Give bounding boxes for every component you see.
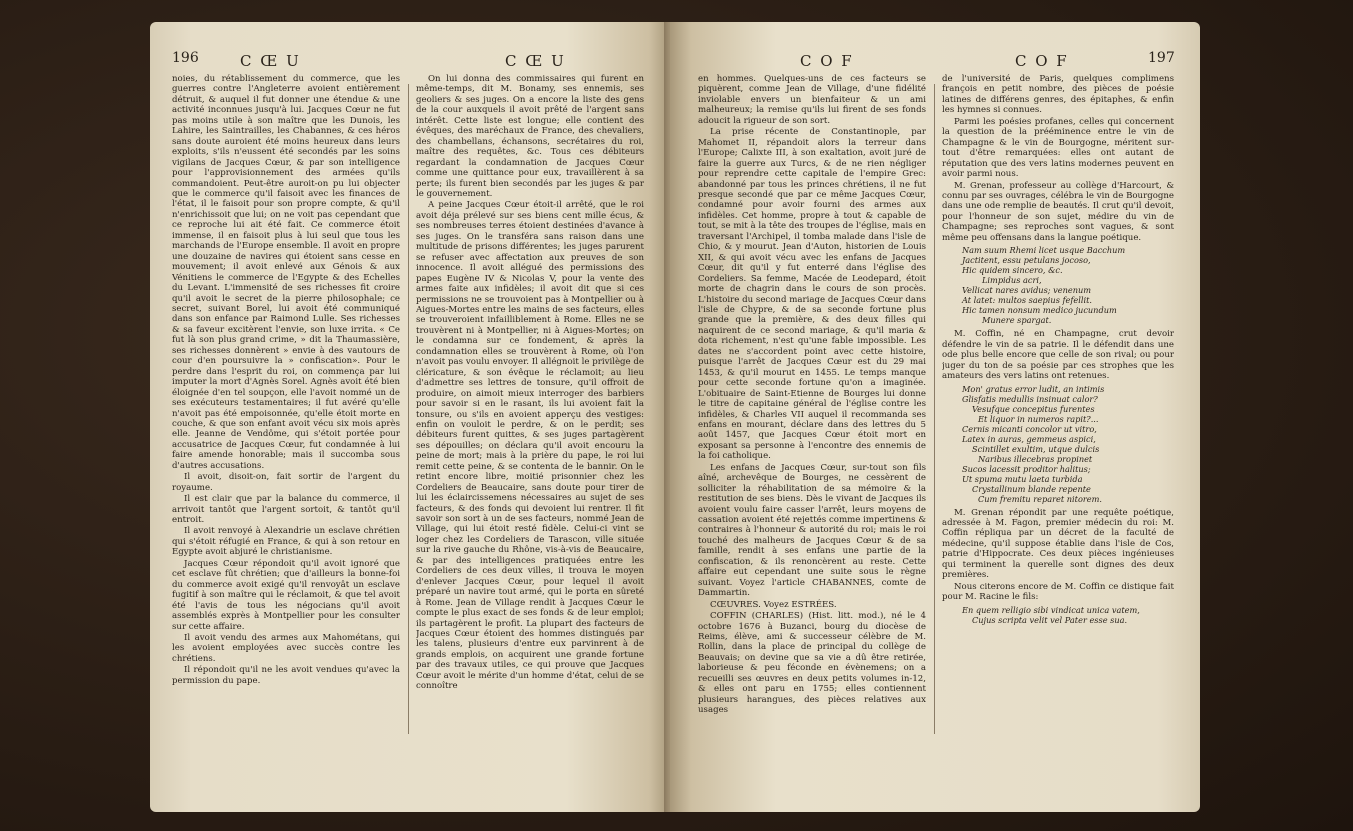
- text-column-2: [942, 74, 1174, 774]
- verse-line: Vesufque concepitus furentes: [972, 403, 1095, 414]
- left-page: [150, 22, 670, 812]
- verse-line: Limpidus acri,: [982, 275, 1042, 286]
- verse-line: Ut spuma mutu laeta turbida: [962, 473, 1083, 484]
- column-rule: [934, 84, 935, 734]
- verse-line: Vellicat nares avidus; venenum: [962, 285, 1092, 296]
- paragraph: Jacques Cœur répondoit qu'il avoit ignoré que cet esclave fût chrétien; que d'ailleurs la bonne-foi du commerce avoit exigé qu'il renvoyât un esclave fugitif à son maître qui le réclamoit, & que tel avoit été l'avis de tous les négocians qu'il avoit assemblés exprès à Montpellier pour les consulter sur cette affaire.: [172, 558, 400, 632]
- running-head: C Œ U: [505, 52, 566, 70]
- verse-line: At latet: multos saepius fefellit.: [962, 295, 1092, 306]
- verse-line: Sucos lacessit proditor halitus;: [962, 463, 1091, 474]
- verse-line: Cujus scripta velit vel Pater esse sua.: [972, 614, 1128, 625]
- paragraph: Les enfans de Jacques Cœur, sur-tout son fils aîné, archevêque de Bourges, ne cessèrent de solliciter la réhabilitation de sa mémoire & la restitution de ses biens. Dès le vivant de Jacques ils avoient voulu faire casser l'arrêt, leurs moyens de cassation avoient été rejettés comme impertinens & contraires à l'honneur & autorité du roi; mais le roi touché des malheurs de Jacques Cœur & de sa famille, rendit à ses enfans une partie de la confiscation, & ils renoncèrent au reste. Cette affaire eut cependant une suite sous le règne suivant. Voyez l'article CHABANNES, comte de Dammartin.: [698, 462, 926, 599]
- paragraph: M. Grenan répondit par une requête poétique, adressée à M. Fagon, premier médecin du roi: M. Coffin répliqua par un décret de la faculté de médecine, qu'il suppose établie dans l'isle de Cos, patrie d'Hippocrate. Ces deux pièces ingénieuses qui terminent la querelle sont dignes des deux premières.: [942, 507, 1174, 581]
- verse-line: Cernis micanti concolor ut vitro,: [962, 423, 1097, 434]
- verse-line: Jactitent, essu petulans jocoso,: [962, 255, 1091, 266]
- paragraph: en hommes. Quelques-uns de ces facteurs se piquèrent, comme Jean de Village, d'une fidélité inviolable envers un bienfaiteur & un ami malheureux; la remise qu'ils lui firent de ses fonds adoucit la rigueur de son sort.: [698, 74, 926, 126]
- text-column-2: [416, 74, 644, 774]
- verse-line: Mon' gratus error ludit, an intimis: [962, 383, 1105, 394]
- verse-line: Hic quidem sincero, &c.: [962, 265, 1063, 276]
- verse-line: Et liquor in numeros rapit?...: [978, 413, 1099, 424]
- page-number: 197: [1148, 50, 1175, 66]
- entry-heading: CŒUVRES. Voyez ESTRÉES.: [710, 599, 837, 610]
- page-number: 196: [172, 50, 199, 66]
- running-head: C O F: [800, 52, 854, 70]
- paragraph: Il avoit renvoyé à Alexandrie un esclave chrétien qui s'étoit réfugié en France, & qui à son retour en Egypte avoit abjuré le christianisme.: [172, 526, 400, 558]
- right-page: [670, 22, 1200, 812]
- verse-line: Nam suum Rhemi licet usque Bacchum: [962, 245, 1126, 256]
- latin-verse: [942, 384, 1174, 504]
- verse-line: Hic tamen nonsum medico jucundum: [962, 305, 1117, 316]
- latin-verse: [942, 245, 1174, 325]
- paragraph: de l'université de Paris, quelques complimens françois en petit nombre, des pièces de poésie latines de différens genres, des épitaphes, & enfin les hymnes si connues.: [942, 74, 1174, 116]
- text-column-1: [698, 74, 926, 774]
- paragraph: noies, du rétablissement du commerce, que les guerres contre l'Angleterre avoient entièrement détruit, & auquel il fut donner une étendue & une activité inconnues jusqu'à lui. Jacques Cœur ne fut pas moins utile à son maître que les Dunois, les Lahire, les Saintrailles, les Chabannes, & ces héros sans doute auroient été moins heureux dans leurs exploits, s'ils n'eussent été secondés par les soins vigilans de Jacques Cœur, & par son intelligence pour l'approvisionnement des armées qu'ils commandoient. Peut-être auroit-on pu lui objecter que le commerce qu'il faisoit avec les finances de l'état, il le faisoit pour son propre compte, & qu'il n'enrichissoit que lui; on ne voit pas cependant que ce reproche lui ait été fait. Ce commerce étoit immense, il en faisoit plus à lui seul que tous les marchands de l'Europe ensemble. Il avoit en propre une douzaine de navires qui étoient sans cesse en mouvement; il avoit enlevé aux Génois & aux Vénitiens le commerce de l'Egypte & des Echelles du Levant. L'immensité de ses richesses fit croire qu'il avoit le secret de la pierre philosophale; ce secret, suivant Borel, lui avoit été communiqué dans son enfance par Raimond Lulle. Ses richesses & sa faveur excitèrent l'envie, son luxe irrita. « Ce fut là son plus grand crime, » dit la Thaumassière, ses richesses donnèrent » envie à des vautours de cour d'en poursuivre la » confiscation». Pour le perdre dans l'esprit du roi, on commença par lui imputer la mort d'Agnès Sorel. Agnès avoit été bien éloignée d'en tel soupçon, elle l'avoit nommé un de ses exécuteurs testamentaires; il fut avéré qu'elle n'avoit pas été empoisonnée, qu'elle étoit morte en couche, & que son enfant avoit vécu six mois après elle. Jeanne de Vendôme, qui s'étoit portée pour accusatrice de Jacques Cœur, fut condamnée à lui faire amende honorable; mais il succomba sous d'autres accusations.: [172, 74, 400, 471]
- paragraph: Il répondoit qu'il ne les avoit vendues qu'avec la permission du pape.: [172, 665, 400, 686]
- verse-line: En quem relligio sibi vindicat unica vatem,: [962, 604, 1140, 615]
- verse-line: Cum fremitu reparet nitorem.: [978, 493, 1103, 504]
- verse-line: Crystallinum blande repente: [972, 483, 1091, 494]
- paragraph: Il est clair que par la balance du commerce, il arrivoit tantôt que l'argent sortoit, & tantôt qu'il entroit.: [172, 494, 400, 526]
- text-column-1: [172, 74, 400, 774]
- verse-line: Scintillet exultim, utque dulcis: [972, 443, 1100, 454]
- paragraph: Parmi les poésies profanes, celles qui concernent la question de la prééminence entre le vin de Champagne & le vin de Bourgogne, méritent sur-tout d'être remarquées: elles ont autant de réputation que des vers latins modernes peuvent en avoir parmi nous.: [942, 116, 1174, 180]
- paragraph: La prise récente de Constantinople, par Mahomet II, répandoit alors la terreur dans l'Europe; Calixte III, à son exaltation, avoit juré de faire la guerre aux Turcs, & de ne rien négliger pour reprendre cette capitale de l'empire Grec: abandonné par tous les princes chrétiens, il ne fut presque secondé que par ce même Jacques Cœur, condamné pour avoir fourni des armes aux infidèles. Cet homme, propre à tout & capable de tout, se mit à la tête des troupes de l'église, mais en traversant l'Archipel, il tomba malade dans l'isle de Chio, & y mourut. Jean d'Auton, historien de Louis XII, & qui avoit vécu avec les enfans de Jacques Cœur, dit qu'il y fut enterré dans l'église des Cordeliers. Sa femme, Macée de Leodepard, étoit morte de chagrin dans le cours de son procès. L'histoire du second mariage de Jacques Cœur dans l'isle de Chypre, & de sa seconde fortune plus grande que la première, & des deux filles qui naquirent de ce second mariage, & qu'il maria & dota richement, n'est qu'une fable impossible. Les dates ne s'accordent point avec cette histoire, puisque l'arrêt de Jacques Cœur est du 29 mai 1453, & qu'il mourut en 1455. Le temps manque pour cette seconde fortune qu'on a imaginée. L'obituaire de Saint-Etienne de Bourges lui donne le titre de capitaine général de l'église contre les infidèles, & Charles VII auquel il recommanda ses enfans en mourant, déclare dans des lettres du 5 août 1457, que Jacques Cœur étoit mort en exposant sa personne à l'encontre des ennemis de la foi catholique.: [698, 127, 926, 462]
- paragraph: Nous citerons encore de M. Coffin ce distique fait pour M. Racine le fils:: [942, 581, 1174, 603]
- paragraph: COFFIN (CHARLES) (Hist. litt. mod.), né le 4 octobre 1676 à Buzanci, bourg du diocèse de Reims, élève, ami & successeur célèbre de M. Rollin, dans la place de principal du collège de Beauvais; on devine que sa vie a dû être retirée, laborieuse & peu féconde en évènemens; on a recueilli ses œuvres en deux petits volumes in-12, & elles ont paru en 1755; elles contiennent plusieurs harangues, des pièces relatives aux usages: [698, 611, 926, 716]
- verse-line: Glisfatis medullis insinuat calor?: [962, 393, 1098, 404]
- running-head: C Œ U: [240, 52, 301, 70]
- paragraph: A peine Jacques Cœur étoit-il arrêté, que le roi avoit déja prélevé sur ses biens cent mille écus, & ses nombreuses terres étoient destinées d'avance à ses juges. On le transféra sans raison dans une multitude de prisons différentes; les juges parurent se refuser avec affectation aux preuves de son innocence. Il avoit allégué des permissions des papes Eugène IV & Nicolas V, pour la vente des armes faite aux infidèles; il avoit dit que si ces permissions ne se trouvoient pas à Montpellier ou à Aigues-Mortes entre les mains de ses facteurs, elles se trouveroient infailliblement à Rome. Elles ne se trouvèrent ni à Montpellier, ni à Aigues-Mortes; on le condamna sur ce fondement, & après la condamnation elles se trouvèrent à Rome, où l'on n'avoit pas voulu envoyer. Il allégnoit le privilège de cléricature, & son évêque le réclamoit; au lieu d'admettre ses lettres de tonsure, qu'il offroit de produire, on aimoit mieux interroger des barbiers pour savoir si en le rasant, ils lui avoient fait la tonsure, ou s'ils en avoient apperçu des vestiges: enfin on vouloit le perdre, & on le perdit; ses débiteurs furent quittes, & ses juges partagèrent ses dépouilles; on déclara qu'il avoit encouru la peine de mort; mais à la prière du pape, le roi lui remit cette peine, & se contenta de le bannir. On le retint encore libre, moitié prisonnier chez les Cordeliers de Beaucaire, sans doute pour tirer de lui les éclaircissemens nécessaires au sujet de ses facteurs, & des fonds qui devoient lui rentrer. Il fit savoir son sort à un de ses facteurs, nommé Jean de Village, qui lui étoit resté fidèle. Celui-ci vint se loger chez les Cordeliers de Tarascon, ville située sur la rive gauche du Rhône, vis-à-vis de Beaucaire, & par des intelligences pratiquées entre les Cordeliers de ces deux villes, il trouva le moyen d'enlever Jacques Cœur, pour lequel il avoit préparé un navire tout armé, qui le porta en sûreté à Rome. Jean de Village rendit à Jacques Cœur le compte le plus exact de ses fonds & de leur emploi; ils partagèrent le profit. La plupart des facteurs de Jacques Cœur étoient des hommes distingués par les talens, plusieurs d'entre eux parvinrent à de grands emplois, on acquirent une grande fortune par des travaux utiles, ce qui prouve que Jacques Cœur avoit le mérite d'un homme d'état, celui de se connoître: [416, 200, 644, 692]
- paragraph: On lui donna des commissaires qui furent en même-temps, dit M. Bonamy, ses ennemis, ses geoliers & ses juges. On a encore la liste des gens de la cour auxquels il avoit prêté de l'argent sans intérêt. Cette liste est longue; elle contient des évêques, des maréchaux de France, des chevaliers, des chambellans, échansons, secrétaires du roi, maître des requêtes, &c. Tous ces débiteurs regardant la condamnation de Jacques Cœur comme une quittance pour eux, travaillèrent à sa perte; ils furent bien secondés par les juges & par le gouvernement.: [416, 74, 644, 199]
- paragraph: M. Coffin, né en Champagne, crut devoir défendre le vin de sa patrie. Il le défendit dans une ode plus belle encore que celle de son rival; ou pour juger du ton de sa poésie par ces strophes que les amateurs des vers latins ont retenues.: [942, 329, 1174, 382]
- paragraph: Il avoit vendu des armes aux Mahométans, qui les avoient employées avec succès contre les chrétiens.: [172, 633, 400, 664]
- running-head: C O F: [1015, 52, 1069, 70]
- verse-line: Munere spargat.: [982, 315, 1052, 326]
- verse-line: Naribus illecebras propinet: [978, 453, 1093, 464]
- column-rule: [408, 84, 409, 734]
- latin-verse: [942, 605, 1174, 625]
- paragraph: M. Grenan, professeur au collège d'Harcourt, & connu par ses ouvrages, célébra le vin de Bourgogne dans une ode remplie de beautés. Il crut qu'il devoit, pour l'honneur de son sujet, médire du vin de Champagne; ses reproches sont vagues, & sont même peu offensans dans la langue poétique.: [942, 180, 1174, 243]
- paragraph: Il avoit, disoit-on, fait sortir de l'argent du royaume.: [172, 472, 400, 493]
- verse-line: Latex in auras, gemmeus aspici,: [962, 433, 1096, 444]
